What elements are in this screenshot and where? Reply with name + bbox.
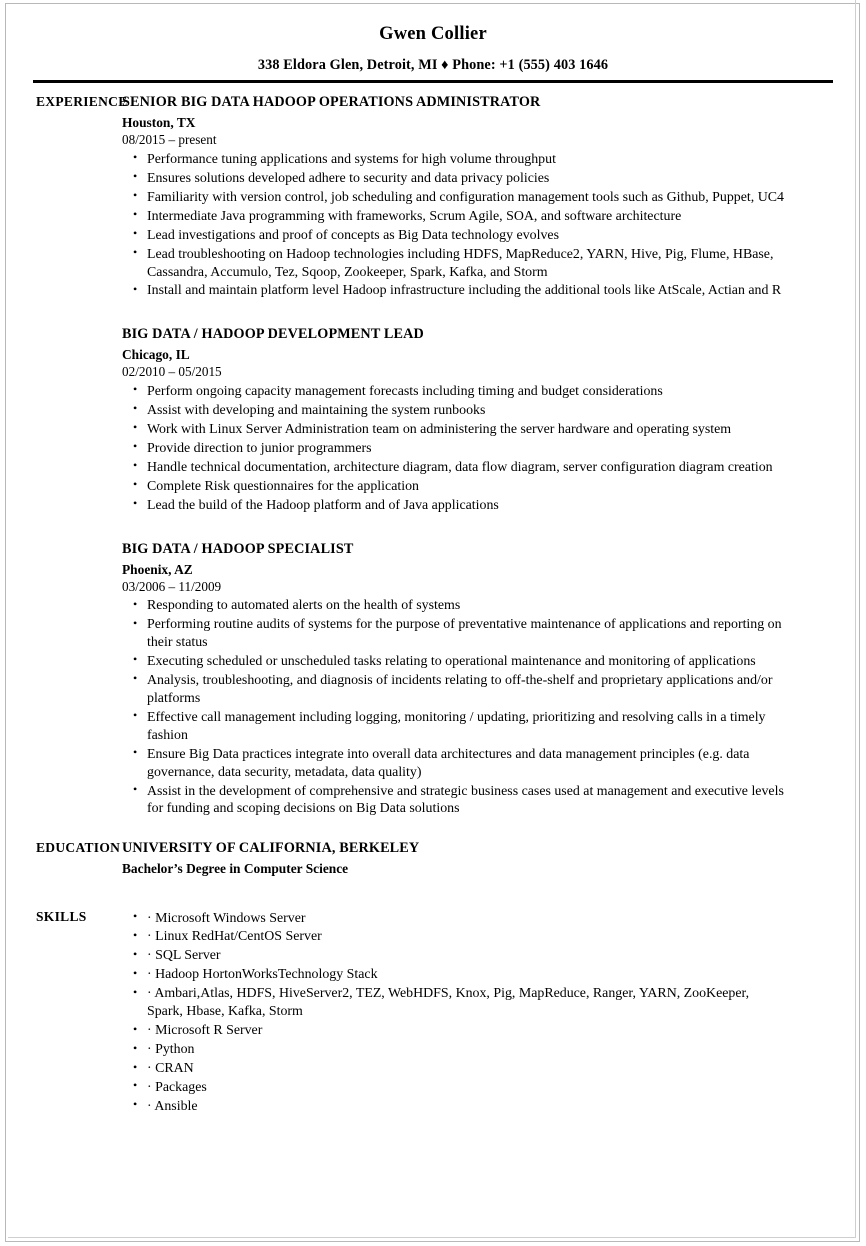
job-title: SENIOR BIG DATA HADOOP OPERATIONS ADMINISTRATOR	[122, 94, 541, 111]
job-bullet: • Handle technical documentation, architecture diagram, data flow diagram, server configuration diagram creation	[122, 459, 795, 477]
job-location: Houston, TX	[122, 115, 196, 131]
job-location: Chicago, IL	[122, 347, 190, 363]
job-bullet-list	[122, 597, 830, 818]
contact-line: 338 Eldora Glen, Detroit, MI ♦ Phone: +1 (555) 403 1646	[257, 57, 609, 74]
education-entries	[122, 840, 866, 877]
job-bullet: • Responding to automated alerts on the health of systems	[122, 597, 795, 615]
skills-list	[122, 910, 830, 1116]
skill-item: • · Hadoop HortonWorksTechnology Stack	[122, 966, 767, 984]
job-bullet: • Familiarity with version control, job scheduling and configuration management tools such as Github, Puppet, UC4	[122, 189, 795, 207]
job-bullet: • Analysis, troubleshooting, and diagnosis of incidents relating to off-the-shelf and proprietary applications and/or platforms	[122, 672, 795, 708]
job-dates: 08/2015 – present	[122, 132, 217, 148]
skill-item: • · Ambari,Atlas, HDFS, HiveServer2, TEZ, WebHDFS, Knox, Pig, MapReduce, Ranger, YARN, ZooKeeper, Spark, Hbase, Kafka, Storm	[122, 985, 767, 1021]
job-title: BIG DATA / HADOOP DEVELOPMENT LEAD	[122, 326, 424, 343]
job-bullet-list	[122, 383, 830, 515]
job-bullet: • Install and maintain platform level Hadoop infrastructure including the additional tools like AtScale, Actian and R	[122, 282, 795, 300]
job-bullet: • Lead troubleshooting on Hadoop technologies including HDFS, MapReduce2, YARN, Hive, Pig, Flume, HBase, Cassandra, Accumulo, Tez, Sqoop, Zookeeper, Spark, Kafka, and Storm	[122, 246, 795, 282]
job-bullet: • Provide direction to junior programmers	[122, 440, 795, 458]
job-entry	[122, 541, 830, 819]
job-bullet: • Perform ongoing capacity management forecasts including timing and budget considerations	[122, 383, 795, 401]
experience-section-label: EXPERIENCE	[36, 94, 128, 110]
experience-section	[0, 94, 866, 818]
job-bullet: • Performing routine audits of systems for the purpose of preventative maintenance of applications and reporting on their status	[122, 616, 795, 652]
skill-item: • · Linux RedHat/CentOS Server	[122, 928, 767, 946]
job-bullet: • Performance tuning applications and systems for high volume throughput	[122, 151, 795, 169]
job-bullet-list	[122, 151, 830, 301]
experience-entries	[122, 94, 866, 818]
job-bullet: • Executing scheduled or unscheduled tasks relating to operational maintenance and monitoring of applications	[122, 653, 795, 671]
job-dates: 02/2010 – 05/2015	[122, 364, 222, 380]
skills-section-label: SKILLS	[36, 908, 87, 924]
resume-header	[0, 0, 866, 83]
job-bullet: • Assist in the development of comprehensive and strategic business cases used at management and executive levels for funding and scoping decisions on Big Data solutions	[122, 783, 795, 819]
skill-item: • · Microsoft R Server	[122, 1022, 767, 1040]
education-section-label: EDUCATION	[36, 840, 121, 856]
job-entry	[122, 326, 830, 514]
education-section	[0, 840, 866, 877]
education-degree: Bachelor’s Degree in Computer Science	[122, 861, 349, 877]
job-bullet: • Lead the build of the Hadoop platform and of Java applications	[122, 497, 795, 515]
job-location: Phoenix, AZ	[122, 561, 193, 577]
job-bullet: • Complete Risk questionnaires for the application	[122, 478, 795, 496]
header-divider	[33, 80, 833, 83]
job-bullet: • Effective call management including logging, monitoring / updating, prioritizing and resolving calls in a timely fashion	[122, 709, 795, 745]
job-bullet: • Assist with developing and maintaining the system runbooks	[122, 402, 795, 420]
skill-item: • · Packages	[122, 1079, 767, 1097]
job-entry	[122, 94, 830, 300]
job-bullet: • Ensure Big Data practices integrate into overall data architectures and data management principles (e.g. data governance, data security, metadata, data quality)	[122, 746, 795, 782]
job-bullet: • Ensures solutions developed adhere to security and data privacy policies	[122, 170, 795, 188]
skill-item: • · Microsoft Windows Server	[122, 910, 767, 928]
education-school: UNIVERSITY OF CALIFORNIA, BERKELEY	[122, 840, 420, 857]
candidate-name: Gwen Collier	[379, 24, 487, 44]
job-title: BIG DATA / HADOOP SPECIALIST	[122, 540, 354, 557]
skill-item: • · Ansible	[122, 1098, 767, 1116]
job-bullet: • Work with Linux Server Administration team on administering the server hardware and operating system	[122, 421, 795, 439]
skill-item: • · SQL Server	[122, 947, 767, 965]
skill-item: • · CRAN	[122, 1060, 767, 1078]
job-bullet: • Intermediate Java programming with frameworks, Scrum Agile, SOA, and software architecture	[122, 208, 795, 226]
job-dates: 03/2006 – 11/2009	[122, 578, 222, 594]
skills-entries	[122, 909, 866, 1116]
skills-section	[0, 909, 866, 1116]
skill-item: • · Python	[122, 1041, 767, 1059]
job-bullet: • Lead investigations and proof of concepts as Big Data technology evolves	[122, 227, 795, 245]
